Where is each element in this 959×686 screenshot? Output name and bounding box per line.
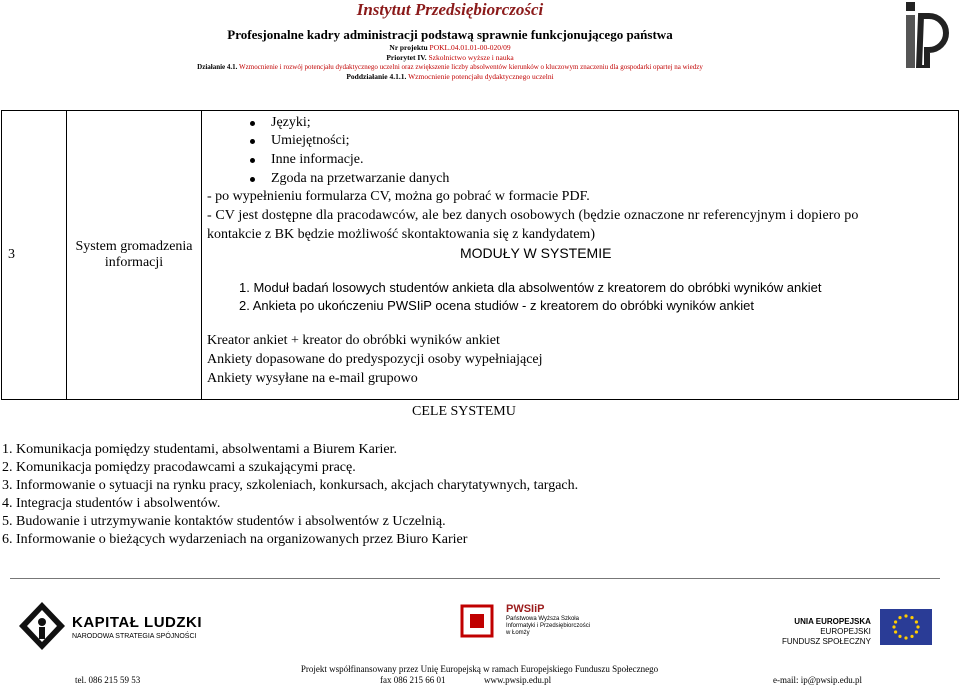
feature-item: Kreator ankiet + kreator do obróbki wyników ankiet	[207, 333, 500, 348]
row-content	[202, 111, 959, 400]
goals-title: CELE SYSTEMU	[412, 404, 516, 419]
info-table	[1, 110, 959, 400]
cv-availability-note: - CV jest dostępne dla pracodawców, ale bez danych osobowych (będzie oznaczone nr referencyjnym i dopiero po	[207, 208, 859, 223]
project-title: Profesjonalne kadry administracji podstawą sprawnie funkcjonującego państwa	[227, 27, 673, 42]
modules-title: MODUŁY W SYSTEMIE	[460, 245, 612, 261]
pwsip-emblem-icon	[458, 600, 498, 642]
row-number: 3	[2, 111, 67, 400]
feature-item: Ankiety dopasowane do predyspozycji osoby wypełniającej	[207, 352, 543, 367]
module-item: 2. Ankieta po ukończeniu PWSIiP ocena studiów - z kreatorem do obróbki wyników ankiet	[239, 298, 754, 313]
table-row	[2, 111, 959, 400]
module-item: 1. Moduł badań losowych studentów ankieta dla absolwentów z kreatorem do obróbki wyników ankiet	[239, 280, 822, 295]
goal-item: 4. Integracja studentów i absolwentów.	[2, 496, 221, 511]
pwsip-description: Państwowa Wyższa Szkoła Informatyki i Przedsiębiorczości w Łomży	[506, 616, 591, 636]
goal-item: 2. Komunikacja pomiędzy pracodawcami a szukającymi pracę.	[2, 460, 356, 475]
cofinanced-note: Projekt współfinansowany przez Unię Europejską w ramach Europejskiego Funduszu Społecznego	[300, 664, 659, 674]
project-number-line: Nr projektu POKL.04.01.01-00-020/09	[389, 43, 511, 52]
kl-subtitle: NARODOWA STRATEGIA SPÓJNOŚCI	[72, 633, 197, 640]
footer-email-link[interactable]: e-mail: ip@pwsip.edu.pl	[773, 675, 863, 685]
ip-logo-icon	[903, 2, 955, 68]
cv-download-note: - po wypełnieniu formularza CV, można go pobrać w formacie PDF.	[207, 189, 590, 204]
kl-title: KAPITAŁ LUDZKI	[72, 614, 203, 631]
action-line: Działanie 4.1. Wzmocnienie i rozwój potencjału dydaktycznego uczelni oraz zwiększenie liczby absolwentów kierunków o kluczowym znaczeniu dla gospodarki opartej na wiedzy	[197, 63, 703, 71]
goal-item: 1. Komunikacja pomiędzy studentami, absolwentami a Biurem Karier.	[2, 442, 398, 457]
footer-web-link[interactable]: www.pwsip.edu.pl	[484, 675, 552, 685]
priority-line: Priorytet IV. Szkolnictwo wyższe i nauka	[386, 53, 514, 62]
feature-item: Ankiety wysyłane na e-mail grupowo	[207, 371, 418, 386]
pwsip-name: PWSIiP	[506, 603, 545, 615]
row-label: System gromadzenia informacji	[67, 111, 202, 400]
goal-item: 6. Informowanie o bieżących wydarzeniach na organizowanych przez Biuro Karier	[2, 532, 468, 547]
subaction-line: Poddziałanie 4.1.1. Wzmocnienie potencjału dydaktycznego uczelni	[346, 72, 554, 81]
bullet-item: Inne informacje.	[271, 152, 364, 167]
cv-availability-note-cont: kontakcie z BK będzie możliwość skontaktowania się z kandydatem)	[207, 227, 595, 242]
footer-divider	[10, 578, 940, 579]
bullet-item: Umiejętności;	[271, 133, 350, 148]
footer-tel: tel. 086 215 59 53	[75, 675, 141, 685]
bullet-item: Zgoda na przetwarzanie danych	[271, 171, 450, 186]
eu-text: UNIA EUROPEJSKA EUROPEJSKI FUNDUSZ SPOŁECZNY	[782, 617, 871, 646]
kapital-ludzki-emblem-icon	[17, 600, 67, 652]
footer-fax: fax 086 215 66 01	[380, 675, 446, 685]
eu-flag-icon	[880, 609, 932, 645]
bullet-item: Języki;	[271, 115, 311, 130]
goal-item: 5. Budowanie i utrzymywanie kontaktów studentów i absolwentów z Uczelnią.	[2, 514, 446, 529]
goal-item: 3. Informowanie o sytuacji na rynku pracy, szkoleniach, konkursach, akcjach charytatywnych, targach.	[2, 478, 579, 493]
institute-title: Instytut Przedsiębiorczości	[356, 0, 544, 19]
